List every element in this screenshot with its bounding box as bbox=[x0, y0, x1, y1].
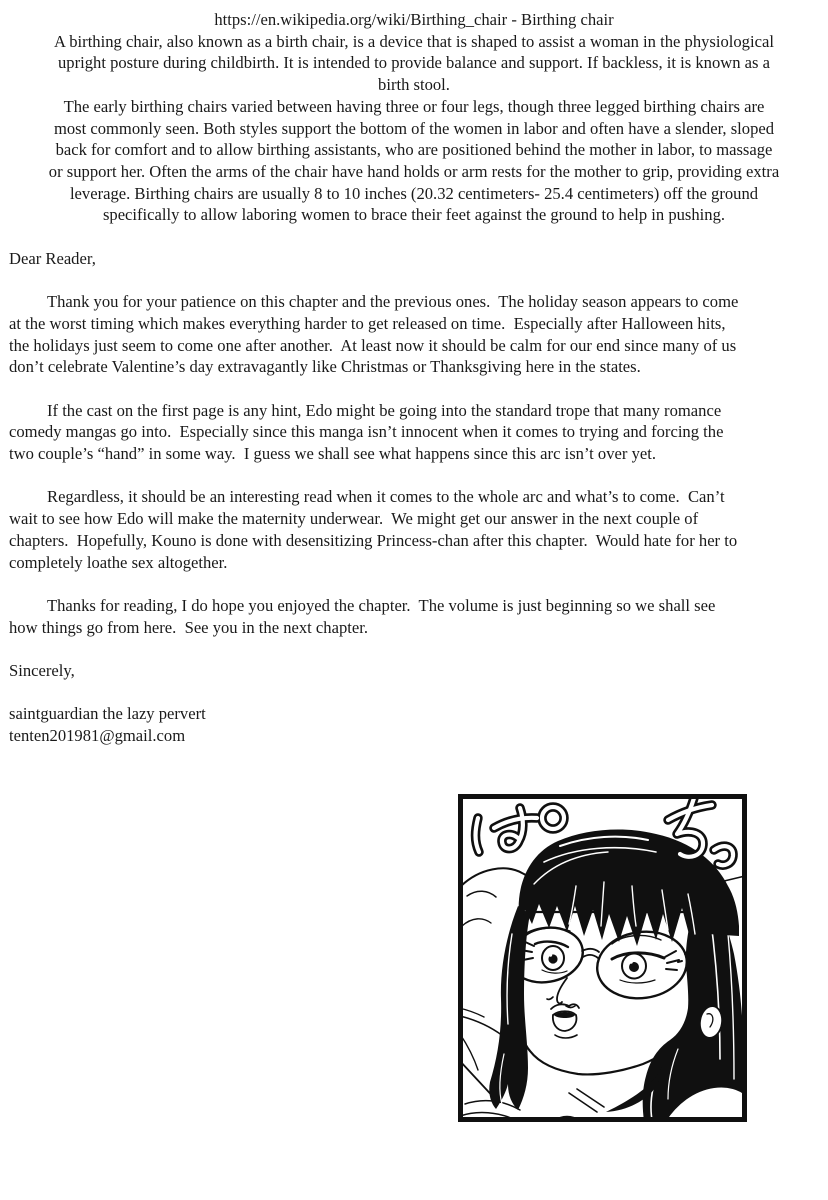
text-line: completely loathe sex altogether. bbox=[9, 552, 228, 572]
text-line: most commonly seen. Both styles support the bottom of the women in labor and often have a slender, sloped bbox=[53, 118, 775, 138]
text-line: saintguardian the lazy pervert bbox=[9, 704, 206, 724]
text-line: Thanks for reading, I do hope you enjoyed the chapter. The volume is just beginning so we shall see bbox=[47, 595, 716, 615]
wiki-source-line: https://en.wikipedia.org/wiki/Birthing_chair - Birthing chair bbox=[214, 10, 614, 29]
text-line: If the cast on the first page is any hint, Edo might be going into the standard trope that many romance bbox=[47, 400, 722, 420]
text-line: upright posture during childbirth. It is intended to provide balance and support. If backless, it is known as a bbox=[58, 53, 770, 73]
letter-paragraph-1 bbox=[9, 291, 819, 378]
wiki-paragraph-2 bbox=[9, 96, 819, 226]
text-line: two couple’s “hand” in some way. I guess we shall see what happens since this arc isn’t over yet. bbox=[9, 444, 656, 464]
text-line: specifically to allow laboring women to brace their feet against the ground to help in pushing. bbox=[102, 205, 726, 225]
text-line: Thank you for your patience on this chapter and the previous ones. The holiday season appears to come bbox=[47, 292, 739, 312]
letter-salutation: Dear Reader, bbox=[9, 248, 96, 268]
text-line: comedy mangas go into. Especially since this manga isn’t innocent when it comes to trying and forcing the bbox=[9, 422, 724, 442]
text-line: The early birthing chairs varied between having three or four legs, though three legged birthing chairs are bbox=[63, 96, 765, 116]
text-line: leverage. Birthing chairs are usually 8 to 10 inches (20.32 centimeters- 25.4 centimeters) off the ground bbox=[69, 183, 759, 203]
letter-closing: Sincerely, bbox=[9, 661, 75, 680]
text-line: don’t celebrate Valentine’s day extravagantly like Christmas or Thanksgiving here in the states. bbox=[9, 357, 641, 377]
letter-paragraph-2 bbox=[9, 400, 819, 465]
letter-paragraph-3 bbox=[9, 486, 819, 573]
text-line: how things go from here. See you in the next chapter. bbox=[9, 617, 368, 637]
text-line: wait to see how Edo will make the maternity underwear. We might get our answer in the next couple of bbox=[9, 509, 699, 529]
text-line: back for comfort and to allow birthing assistants, who are positioned behind the mother in labor, to massage bbox=[55, 140, 773, 160]
wiki-paragraph-1 bbox=[9, 31, 819, 96]
text-line: A birthing chair, also known as a birth chair, is a device that is shaped to assist a woman in the physiological bbox=[54, 31, 774, 51]
text-line: Regardless, it should be an interesting read when it comes to the whole arc and what’s to come. Can’t bbox=[47, 487, 725, 507]
letter-signature bbox=[9, 703, 819, 746]
text-line: the holidays just seem to come one after another. At least now it should be calm for our end since many of us bbox=[9, 335, 737, 355]
text-line: chapters. Hopefully, Kouno is done with desensitizing Princess-chan after this chapter. Would hate for her to bbox=[9, 530, 738, 550]
text-line: at the worst timing which makes everything harder to get released on time. Especially after Halloween hits, bbox=[9, 313, 726, 333]
text-line: or support her. Often the arms of the chair have hand holds or arm rests for the mother to grip, providing extra bbox=[48, 161, 780, 181]
text-line: tenten201981@gmail.com bbox=[9, 726, 186, 746]
page-text bbox=[9, 9, 819, 747]
manga-panel bbox=[458, 794, 747, 1122]
letter-paragraph-4 bbox=[9, 595, 819, 638]
text-line: birth stool. bbox=[378, 75, 450, 95]
